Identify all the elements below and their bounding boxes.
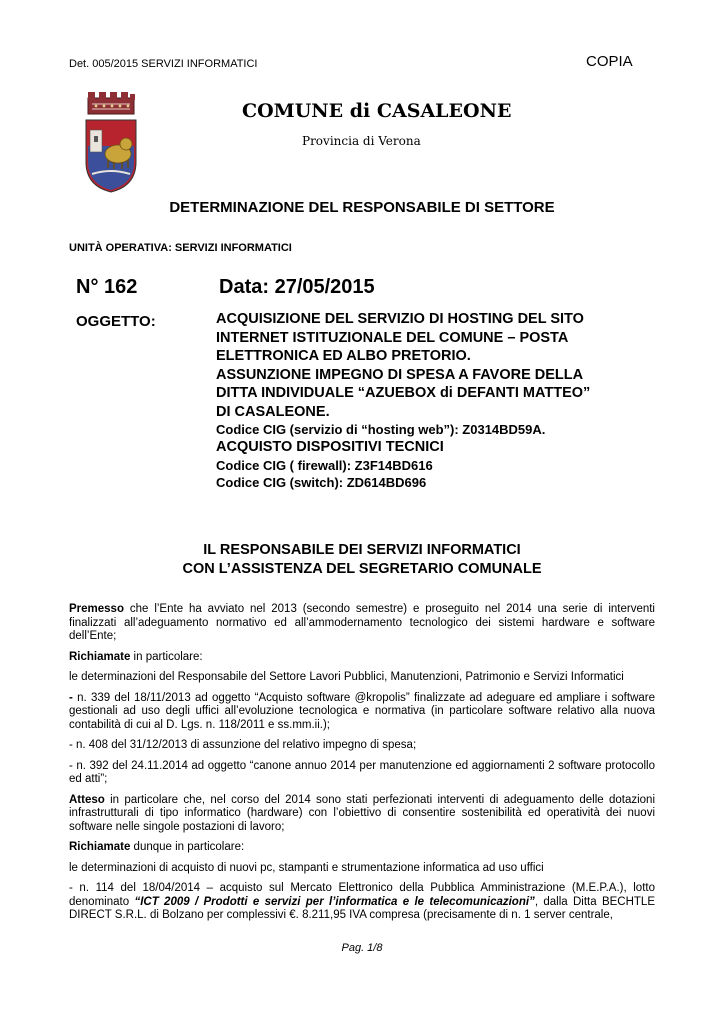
keyword: Richiamate [69,650,131,663]
subject-line: ACQUISTO DISPOSITIVI TECNICI [216,439,444,455]
keyword: - [69,691,73,704]
subject-line: DITTA INDIVIDUALE “AZUEBOX di DEFANTI MATTEO” [216,385,591,401]
determination-date: Data: 27/05/2015 [219,276,375,298]
subject-line: DI CASALEONE. [216,403,330,420]
body-paragraph: le determinazioni del Responsabile del Settore Lavori Pubblici, Manutenzioni, Patrimonio e Servizi Informatici [69,671,624,683]
subject-cig-line: Codice CIG (servizio di “hosting web”): Z0314BD59A. [216,422,546,437]
header-doc-ref: Det. 005/2015 SERVIZI INFORMATICI [69,58,258,70]
lot-name: “ICT 2009 / Prodotti e servizi per l’informatica e le telecomunicazioni” [134,895,535,908]
document-type-heading: DETERMINAZIONE DEL RESPONSABILE DI SETTORE [169,199,555,216]
subject-line: ASSUNZIONE IMPEGNO DI SPESA A FAVORE DELLA [216,366,584,383]
municipal-crest [82,90,140,194]
subject-text [216,310,644,491]
subject-label: OGGETTO: [76,313,156,330]
body-paragraph: le determinazioni di acquisto di nuovi pc, stampanti e strumentazione informatica ad uso uffici [69,861,544,874]
keyword: Atteso [69,793,105,806]
paragraph-text: in particolare: [130,650,203,663]
responsible-line: CON L’ASSISTENZA DEL SEGRETARIO COMUNALE [182,561,542,577]
responsible-heading [0,541,724,579]
keyword: Richiamate [69,841,131,853]
responsible-line: IL RESPONSABILE DEI SERVIZI INFORMATICI [203,542,521,558]
body-paragraph [69,841,655,855]
body-paragraph: - n. 408 del 31/12/2013 di assunzione del relativo impegno di spesa; [69,739,417,751]
determination-number: N° 162 [76,276,138,298]
body-paragraph [69,603,655,644]
body-paragraph [69,651,655,665]
operating-unit: UNITÀ OPERATIVA: SERVIZI INFORMATICI [69,242,292,254]
municipality-name: COMUNE di CASALEONE [242,100,512,122]
body-paragraph [69,794,655,835]
subject-line: ELETTRONICA ED ALBO PRETORIO. [216,348,471,364]
subject-cig-line: Codice CIG (switch): ZD614BD696 [216,474,427,490]
paragraph-text: n. 339 del 18/11/2013 ad oggetto “Acquisto software @kropolis” finalizzate ad adeguare ed ampliare i software gestionali ad uso degli uffici all’evoluzione tecnologica e normativa (in particolare software relativo alla nuova contabilità di cui al D. Lgs. n. 118/2011 e ss.mm.ii.); [69,691,655,731]
paragraph-text: , dalla Ditta BECHTLE DIRECT S.R.L. di Bolzano per complessivi €. 8.211,95 IVA compresa (precisamente di n. 1 server centrale, [69,895,655,921]
body-paragraph: - n. 392 del 24.11.2014 ad oggetto “canone annuo 2014 per manutenzione ed aggiornamenti 2 software protocollo ed atti”; [69,759,655,785]
subject-line: ACQUISIZIONE DEL SERVIZIO DI HOSTING DEL SITO [216,311,584,327]
paragraph-text: - n. 114 del 18/04/2014 – acquisto sul Mercato Elettronico della Pubblica Amministrazione (M.E.P.A.), lotto denominato [69,882,655,908]
keyword: Premesso [69,603,124,615]
body-paragraph [69,882,655,923]
paragraph-text: dunque in particolare: [130,841,245,853]
body-paragraph [69,692,655,733]
page-number: Pag. 1/8 [341,942,383,954]
header-copy-label: COPIA [586,53,633,70]
province-name: Provincia di Verona [302,134,421,148]
paragraph-text: in particolare che, nel corso del 2014 sono stati perfezionati interventi di adeguamento delle dotazioni infrastrutturali di tipo informatico (hardware) con l’obiettivo di consentire sostenibilità ed operatività dei nuovi software nelle singole postazioni di lavoro; [69,793,655,833]
subject-line: INTERNET ISTITUZIONALE DEL COMUNE – POSTA [216,329,569,346]
subject-cig-line: Codice CIG ( firewall): Z3F14BD616 [216,457,433,473]
document-body [69,603,655,930]
paragraph-text: che l’Ente ha avviato nel 2013 (secondo semestre) e proseguito nel 2014 una serie di interventi finalizzati all’adeguamento normativo ed all’ammodernamento tecnologico dei sistemi hardware e software dell’Ente; [69,603,655,642]
